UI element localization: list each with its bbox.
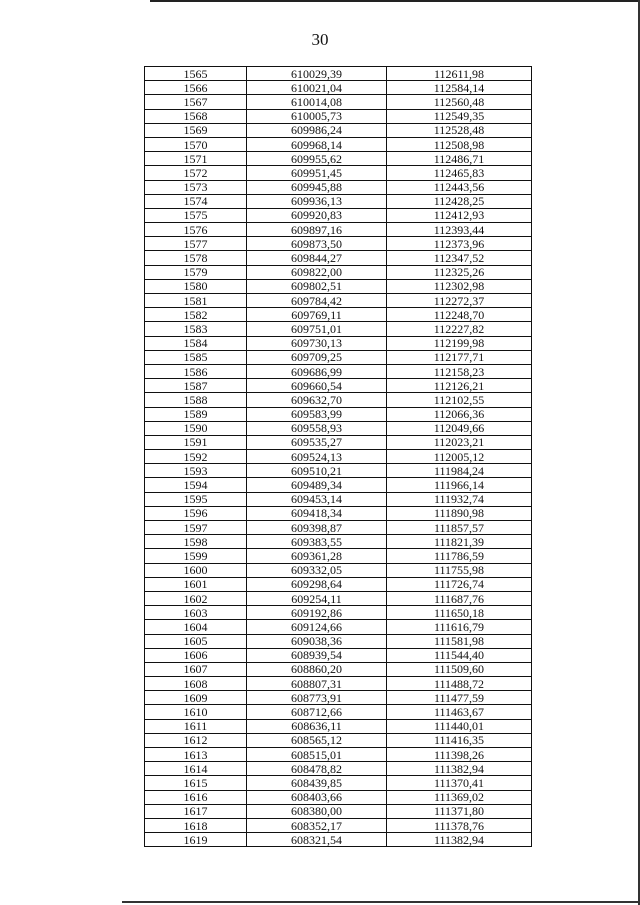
- x-coordinate-cell: 608380,00: [247, 804, 387, 818]
- x-coordinate-cell: 609822,00: [247, 265, 387, 279]
- scan-edge-bottom: [122, 901, 640, 903]
- y-coordinate-cell: 111440,01: [387, 719, 532, 733]
- point-number-cell: 1592: [145, 450, 247, 464]
- y-coordinate-cell: 111382,94: [387, 833, 532, 847]
- table-row: [145, 620, 532, 634]
- y-coordinate-cell: 112560,48: [387, 95, 532, 109]
- point-number-cell: 1587: [145, 379, 247, 393]
- point-number-cell: 1568: [145, 109, 247, 123]
- table-row: [145, 577, 532, 591]
- x-coordinate-cell: 608321,54: [247, 833, 387, 847]
- y-coordinate-cell: 112005,12: [387, 450, 532, 464]
- table-row: [145, 691, 532, 705]
- point-number-cell: 1571: [145, 152, 247, 166]
- x-coordinate-cell: 610029,39: [247, 67, 387, 81]
- point-number-cell: 1605: [145, 634, 247, 648]
- x-coordinate-cell: 609632,70: [247, 393, 387, 407]
- x-coordinate-cell: 609945,88: [247, 180, 387, 194]
- x-coordinate-cell: 609361,28: [247, 549, 387, 563]
- point-number-cell: 1595: [145, 492, 247, 506]
- x-coordinate-cell: 608352,17: [247, 818, 387, 832]
- table-row: [145, 748, 532, 762]
- point-number-cell: 1573: [145, 180, 247, 194]
- table-row: [145, 733, 532, 747]
- x-coordinate-cell: 608807,31: [247, 677, 387, 691]
- y-coordinate-cell: 112443,56: [387, 180, 532, 194]
- x-coordinate-cell: 608515,01: [247, 748, 387, 762]
- point-number-cell: 1586: [145, 364, 247, 378]
- y-coordinate-cell: 111786,59: [387, 549, 532, 563]
- x-coordinate-cell: 609968,14: [247, 137, 387, 151]
- y-coordinate-cell: 112393,44: [387, 223, 532, 237]
- y-coordinate-cell: 111857,57: [387, 521, 532, 535]
- table-row: [145, 535, 532, 549]
- table-row: [145, 336, 532, 350]
- x-coordinate-cell: 609298,64: [247, 577, 387, 591]
- table-row: [145, 95, 532, 109]
- y-coordinate-cell: 111416,35: [387, 733, 532, 747]
- x-coordinate-cell: 608773,91: [247, 691, 387, 705]
- coordinates-table-body: [145, 67, 532, 847]
- table-row: [145, 549, 532, 563]
- point-number-cell: 1617: [145, 804, 247, 818]
- x-coordinate-cell: 609936,13: [247, 194, 387, 208]
- table-row: [145, 194, 532, 208]
- table-row: [145, 648, 532, 662]
- x-coordinate-cell: 609784,42: [247, 294, 387, 308]
- x-coordinate-cell: 609453,14: [247, 492, 387, 506]
- table-row: [145, 804, 532, 818]
- x-coordinate-cell: 609660,54: [247, 379, 387, 393]
- point-number-cell: 1603: [145, 606, 247, 620]
- table-row: [145, 719, 532, 733]
- x-coordinate-cell: 609709,25: [247, 350, 387, 364]
- x-coordinate-cell: 609873,50: [247, 237, 387, 251]
- y-coordinate-cell: 111821,39: [387, 535, 532, 549]
- x-coordinate-cell: 608939,54: [247, 648, 387, 662]
- scan-edge-top: [150, 0, 640, 2]
- point-number-cell: 1616: [145, 790, 247, 804]
- point-number-cell: 1579: [145, 265, 247, 279]
- y-coordinate-cell: 112102,55: [387, 393, 532, 407]
- point-number-cell: 1574: [145, 194, 247, 208]
- y-coordinate-cell: 111581,98: [387, 634, 532, 648]
- point-number-cell: 1575: [145, 208, 247, 222]
- point-number-cell: 1606: [145, 648, 247, 662]
- y-coordinate-cell: 111616,79: [387, 620, 532, 634]
- point-number-cell: 1611: [145, 719, 247, 733]
- x-coordinate-cell: 609558,93: [247, 421, 387, 435]
- x-coordinate-cell: 609686,99: [247, 364, 387, 378]
- table-row: [145, 294, 532, 308]
- table-row: [145, 137, 532, 151]
- table-row: [145, 364, 532, 378]
- x-coordinate-cell: 608636,11: [247, 719, 387, 733]
- y-coordinate-cell: 111726,74: [387, 577, 532, 591]
- y-coordinate-cell: 112066,36: [387, 407, 532, 421]
- y-coordinate-cell: 112325,26: [387, 265, 532, 279]
- table-row: [145, 223, 532, 237]
- point-number-cell: 1572: [145, 166, 247, 180]
- point-number-cell: 1610: [145, 705, 247, 719]
- x-coordinate-cell: 609038,36: [247, 634, 387, 648]
- x-coordinate-cell: 609524,13: [247, 450, 387, 464]
- y-coordinate-cell: 111371,80: [387, 804, 532, 818]
- x-coordinate-cell: 610014,08: [247, 95, 387, 109]
- y-coordinate-cell: 111687,76: [387, 591, 532, 605]
- point-number-cell: 1601: [145, 577, 247, 591]
- x-coordinate-cell: 608860,20: [247, 662, 387, 676]
- y-coordinate-cell: 112465,83: [387, 166, 532, 180]
- table-row: [145, 492, 532, 506]
- table-row: [145, 606, 532, 620]
- x-coordinate-cell: 609418,34: [247, 506, 387, 520]
- x-coordinate-cell: 609254,11: [247, 591, 387, 605]
- table-row: [145, 109, 532, 123]
- table-row: [145, 705, 532, 719]
- point-number-cell: 1612: [145, 733, 247, 747]
- x-coordinate-cell: 609986,24: [247, 123, 387, 137]
- table-row: [145, 67, 532, 81]
- table-row: [145, 237, 532, 251]
- x-coordinate-cell: 609332,05: [247, 563, 387, 577]
- table-row: [145, 506, 532, 520]
- page-number: 30: [311, 30, 329, 49]
- y-coordinate-cell: 112412,93: [387, 208, 532, 222]
- x-coordinate-cell: 608403,66: [247, 790, 387, 804]
- point-number-cell: 1618: [145, 818, 247, 832]
- point-number-cell: 1599: [145, 549, 247, 563]
- table-row: [145, 790, 532, 804]
- x-coordinate-cell: 609398,87: [247, 521, 387, 535]
- point-number-cell: 1591: [145, 435, 247, 449]
- table-row: [145, 322, 532, 336]
- table-row: [145, 279, 532, 293]
- table-row: [145, 379, 532, 393]
- point-number-cell: 1615: [145, 776, 247, 790]
- table-row: [145, 776, 532, 790]
- table-row: [145, 152, 532, 166]
- point-number-cell: 1578: [145, 251, 247, 265]
- point-number-cell: 1590: [145, 421, 247, 435]
- y-coordinate-cell: 111382,94: [387, 762, 532, 776]
- table-row: [145, 563, 532, 577]
- point-number-cell: 1584: [145, 336, 247, 350]
- point-number-cell: 1596: [145, 506, 247, 520]
- point-number-cell: 1602: [145, 591, 247, 605]
- x-coordinate-cell: 609751,01: [247, 322, 387, 336]
- y-coordinate-cell: 112584,14: [387, 81, 532, 95]
- coordinates-table: [144, 66, 532, 847]
- x-coordinate-cell: 608439,85: [247, 776, 387, 790]
- table-row: [145, 350, 532, 364]
- table-row: [145, 662, 532, 676]
- y-coordinate-cell: 112486,71: [387, 152, 532, 166]
- table-row: [145, 393, 532, 407]
- table-row: [145, 833, 532, 847]
- x-coordinate-cell: 609192,86: [247, 606, 387, 620]
- x-coordinate-cell: 609730,13: [247, 336, 387, 350]
- x-coordinate-cell: 608565,12: [247, 733, 387, 747]
- table-row: [145, 123, 532, 137]
- y-coordinate-cell: 112428,25: [387, 194, 532, 208]
- y-coordinate-cell: 111488,72: [387, 677, 532, 691]
- point-number-cell: 1569: [145, 123, 247, 137]
- x-coordinate-cell: 609951,45: [247, 166, 387, 180]
- table-row: [145, 818, 532, 832]
- table-row: [145, 265, 532, 279]
- table-row: [145, 762, 532, 776]
- point-number-cell: 1609: [145, 691, 247, 705]
- y-coordinate-cell: 111544,40: [387, 648, 532, 662]
- x-coordinate-cell: 609535,27: [247, 435, 387, 449]
- point-number-cell: 1589: [145, 407, 247, 421]
- x-coordinate-cell: 609510,21: [247, 464, 387, 478]
- point-number-cell: 1597: [145, 521, 247, 535]
- point-number-cell: 1570: [145, 137, 247, 151]
- table-row: [145, 478, 532, 492]
- y-coordinate-cell: 112611,98: [387, 67, 532, 81]
- x-coordinate-cell: 609802,51: [247, 279, 387, 293]
- y-coordinate-cell: 111755,98: [387, 563, 532, 577]
- y-coordinate-cell: 112049,66: [387, 421, 532, 435]
- point-number-cell: 1585: [145, 350, 247, 364]
- point-number-cell: 1567: [145, 95, 247, 109]
- point-number-cell: 1614: [145, 762, 247, 776]
- y-coordinate-cell: 111370,41: [387, 776, 532, 790]
- point-number-cell: 1598: [145, 535, 247, 549]
- x-coordinate-cell: 608712,66: [247, 705, 387, 719]
- y-coordinate-cell: 111463,67: [387, 705, 532, 719]
- table-row: [145, 591, 532, 605]
- x-coordinate-cell: 610005,73: [247, 109, 387, 123]
- y-coordinate-cell: 112508,98: [387, 137, 532, 151]
- table-row: [145, 634, 532, 648]
- point-number-cell: 1580: [145, 279, 247, 293]
- y-coordinate-cell: 111932,74: [387, 492, 532, 506]
- y-coordinate-cell: 111369,02: [387, 790, 532, 804]
- y-coordinate-cell: 112272,37: [387, 294, 532, 308]
- y-coordinate-cell: 111984,24: [387, 464, 532, 478]
- table-row: [145, 450, 532, 464]
- x-coordinate-cell: 609383,55: [247, 535, 387, 549]
- x-coordinate-cell: 609897,16: [247, 223, 387, 237]
- y-coordinate-cell: 111650,18: [387, 606, 532, 620]
- point-number-cell: 1593: [145, 464, 247, 478]
- table-row: [145, 308, 532, 322]
- x-coordinate-cell: 610021,04: [247, 81, 387, 95]
- table-row: [145, 677, 532, 691]
- point-number-cell: 1600: [145, 563, 247, 577]
- y-coordinate-cell: 111477,59: [387, 691, 532, 705]
- y-coordinate-cell: 112549,35: [387, 109, 532, 123]
- table-row: [145, 407, 532, 421]
- x-coordinate-cell: 609955,62: [247, 152, 387, 166]
- y-coordinate-cell: 112528,48: [387, 123, 532, 137]
- y-coordinate-cell: 112347,52: [387, 251, 532, 265]
- point-number-cell: 1607: [145, 662, 247, 676]
- y-coordinate-cell: 112023,21: [387, 435, 532, 449]
- table-row: [145, 81, 532, 95]
- y-coordinate-cell: 112248,70: [387, 308, 532, 322]
- point-number-cell: 1565: [145, 67, 247, 81]
- point-number-cell: 1566: [145, 81, 247, 95]
- y-coordinate-cell: 112158,23: [387, 364, 532, 378]
- point-number-cell: 1581: [145, 294, 247, 308]
- x-coordinate-cell: 609920,83: [247, 208, 387, 222]
- table-row: [145, 166, 532, 180]
- y-coordinate-cell: 112199,98: [387, 336, 532, 350]
- x-coordinate-cell: 609124,66: [247, 620, 387, 634]
- y-coordinate-cell: 111509,60: [387, 662, 532, 676]
- y-coordinate-cell: 112227,82: [387, 322, 532, 336]
- point-number-cell: 1583: [145, 322, 247, 336]
- table-row: [145, 435, 532, 449]
- point-number-cell: 1594: [145, 478, 247, 492]
- point-number-cell: 1619: [145, 833, 247, 847]
- point-number-cell: 1608: [145, 677, 247, 691]
- y-coordinate-cell: 112126,21: [387, 379, 532, 393]
- y-coordinate-cell: 111966,14: [387, 478, 532, 492]
- y-coordinate-cell: 111398,26: [387, 748, 532, 762]
- y-coordinate-cell: 112177,71: [387, 350, 532, 364]
- table-row: [145, 208, 532, 222]
- y-coordinate-cell: 112302,98: [387, 279, 532, 293]
- table-row: [145, 251, 532, 265]
- table-row: [145, 521, 532, 535]
- x-coordinate-cell: 608478,82: [247, 762, 387, 776]
- table-row: [145, 464, 532, 478]
- table-row: [145, 421, 532, 435]
- y-coordinate-cell: 112373,96: [387, 237, 532, 251]
- point-number-cell: 1613: [145, 748, 247, 762]
- x-coordinate-cell: 609844,27: [247, 251, 387, 265]
- y-coordinate-cell: 111378,76: [387, 818, 532, 832]
- point-number-cell: 1576: [145, 223, 247, 237]
- y-coordinate-cell: 111890,98: [387, 506, 532, 520]
- x-coordinate-cell: 609769,11: [247, 308, 387, 322]
- x-coordinate-cell: 609583,99: [247, 407, 387, 421]
- point-number-cell: 1604: [145, 620, 247, 634]
- x-coordinate-cell: 609489,34: [247, 478, 387, 492]
- point-number-cell: 1582: [145, 308, 247, 322]
- point-number-cell: 1588: [145, 393, 247, 407]
- point-number-cell: 1577: [145, 237, 247, 251]
- table-row: [145, 180, 532, 194]
